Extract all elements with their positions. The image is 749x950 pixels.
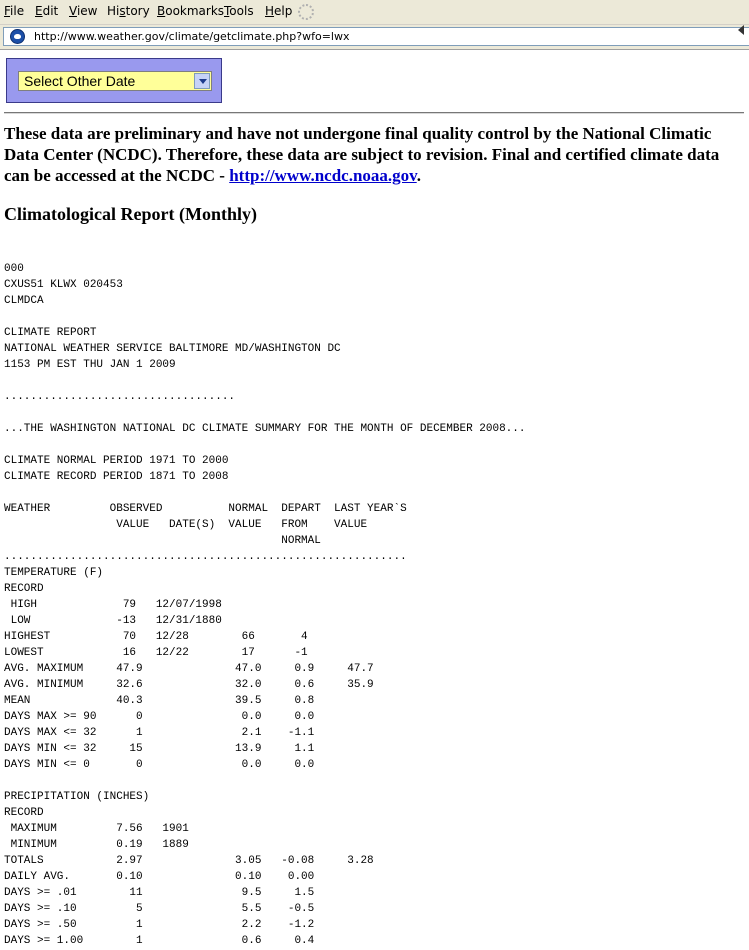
- report-line: PRECIPITATION (INCHES): [4, 791, 150, 803]
- go-arrow-icon[interactable]: [738, 25, 744, 35]
- report-line: HIGHEST 70 12/28 66 4: [4, 631, 308, 643]
- report-line: VALUE DATE(S) VALUE FROM VALUE: [4, 519, 368, 531]
- report-line: CXUS51 KLWX 020453: [4, 279, 123, 291]
- report-line: MEAN 40.3 39.5 0.8: [4, 695, 315, 707]
- menu-bookmarks[interactable]: Bookmarks: [157, 4, 225, 18]
- report-line: DAYS >= .01 11 9.5 1.5: [4, 887, 315, 899]
- report-heading: Climatological Report (Monthly): [4, 204, 257, 224]
- report-line: RECORD: [4, 583, 44, 595]
- menu-edit[interactable]: Edit: [35, 4, 59, 18]
- report-line: NORMAL: [4, 535, 321, 547]
- report-line: ...................................: [4, 391, 236, 403]
- report-line: DAYS >= .10 5 5.5 -0.5: [4, 903, 315, 915]
- report-line: AVG. MAXIMUM 47.9 47.0 0.9 47.7: [4, 663, 374, 675]
- report-line: RECORD: [4, 807, 44, 819]
- data-notice: [4, 123, 746, 186]
- menu-history[interactable]: History: [107, 4, 150, 18]
- report-line: LOWEST 16 12/22 17 -1: [4, 647, 308, 659]
- menu-help[interactable]: Help: [265, 4, 293, 18]
- report-line: CLMDCA: [4, 295, 44, 307]
- report-line: 1153 PM EST THU JAN 1 2009: [4, 359, 176, 371]
- chevron-down-icon[interactable]: [194, 73, 210, 89]
- date-selector-panel: [6, 58, 222, 103]
- notice-end: .: [416, 166, 421, 185]
- report-line: DAYS MAX <= 32 1 2.1 -1.1: [4, 727, 315, 739]
- report-line: DAYS >= 1.00 1 0.6 0.4: [4, 935, 315, 947]
- report-line: TEMPERATURE (F): [4, 567, 104, 579]
- report-line: NATIONAL WEATHER SERVICE BALTIMORE MD/WASHINGTON DC: [4, 343, 341, 355]
- report-line: LOW -13 12/31/1880: [4, 615, 222, 627]
- report-line: MINIMUM 0.19 1889: [4, 839, 189, 851]
- climate-report-text: [4, 261, 526, 949]
- notice-text: These data are preliminary and have not undergone final quality control by the National Climatic Data Center (NCDC). Therefore, these data are subject to revision. Final and certified climate data can be accessed at the NCDC -: [4, 124, 720, 185]
- navigation-toolbar: [0, 25, 749, 50]
- menu-view[interactable]: View: [69, 4, 98, 18]
- report-line: .............................................................: [4, 551, 407, 563]
- menu-tools[interactable]: Tools: [224, 4, 254, 18]
- menu-file[interactable]: File: [4, 4, 25, 18]
- report-line: DAILY AVG. 0.10 0.10 0.00: [4, 871, 315, 883]
- report-line: DAYS MIN <= 32 15 13.9 1.1: [4, 743, 315, 755]
- menu-bar: [0, 0, 749, 25]
- report-line: MAXIMUM 7.56 1901: [4, 823, 189, 835]
- noaa-logo-icon: [10, 29, 25, 44]
- url-bar[interactable]: [3, 27, 749, 46]
- ncdc-link[interactable]: http://www.ncdc.noaa.gov: [229, 166, 417, 185]
- report-line: TOTALS 2.97 3.05 -0.08 3.28: [4, 855, 374, 867]
- loading-throbber-icon: [298, 4, 314, 20]
- select-date-label: Select Other Date: [24, 73, 136, 89]
- report-line: 000: [4, 263, 24, 275]
- horizontal-divider: [4, 112, 744, 114]
- report-line: DAYS MAX >= 90 0 0.0 0.0: [4, 711, 315, 723]
- report-line: HIGH 79 12/07/1998: [4, 599, 222, 611]
- report-line: CLIMATE NORMAL PERIOD 1971 TO 2000: [4, 455, 229, 467]
- url-text[interactable]: http://www.weather.gov/climate/getclimate.php?wfo=lwx: [34, 30, 350, 43]
- report-line: AVG. MINIMUM 32.6 32.0 0.6 35.9: [4, 679, 374, 691]
- report-line: CLIMATE REPORT: [4, 327, 97, 339]
- report-line: CLIMATE RECORD PERIOD 1871 TO 2008: [4, 471, 229, 483]
- report-line: ...THE WASHINGTON NATIONAL DC CLIMATE SUMMARY FOR THE MONTH OF DECEMBER 2008...: [4, 423, 526, 435]
- report-line: DAYS >= .50 1 2.2 -1.2: [4, 919, 315, 931]
- report-line: DAYS MIN <= 0 0 0.0 0.0: [4, 759, 315, 771]
- report-line: WEATHER OBSERVED NORMAL DEPART LAST YEAR`S: [4, 503, 407, 515]
- select-date-dropdown[interactable]: [18, 71, 212, 91]
